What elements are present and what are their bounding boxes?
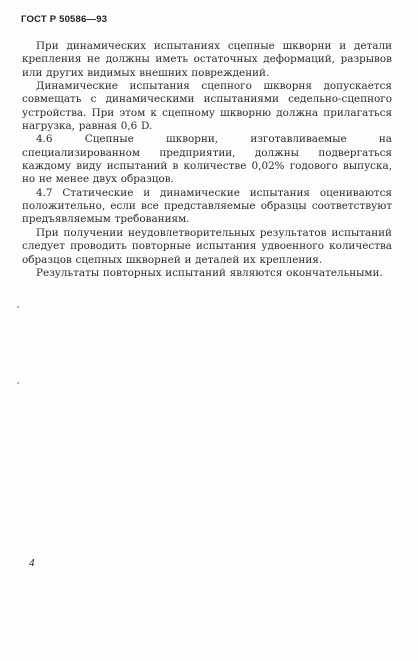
paragraph-retest-final: Результаты повторных испытаний являются окончательными. [36, 266, 383, 279]
scan-speck [17, 382, 19, 384]
paragraph-section-4-6: 4.6 Сцепные шкворни, изготавливаемые на специализированном предприятии, должны подвергаться каждому виду испытаний в количестве 0,02% годового выпуска, но не менее двух образцов. [22, 133, 392, 186]
document-header: ГОСТ Р 50586—93 [21, 14, 108, 25]
paragraph-dynamic-tests-combined: Динамические испытания сцепного шкворня допускается совмещать с динамическими испытаниями седельно-сцепного устройства. При этом к сцепному шкворню должна прилагаться нагрузка, равная 0,6 D. [22, 80, 392, 133]
paragraph-retest-requirement: При получении неудовлетворительных результатов испытаний следует проводить повторные испытания удвоенного количества образцов сцепных шкворней и деталей их крепления. [22, 226, 392, 266]
scan-speck [17, 306, 19, 308]
paragraph-section-4-7: 4.7 Статические и динамические испытания оцениваются положительно, если все представляемые образцы соответствуют предъявляемым требованиям. [22, 186, 392, 226]
document-body [22, 40, 392, 280]
page-number: 4 [29, 557, 35, 569]
paragraph-dynamic-tests-result: При динамических испытаниях сцепные шкворни и детали крепления не должны иметь остаточных деформаций, разрывов или других видимых внешних повреждений. [22, 40, 392, 79]
